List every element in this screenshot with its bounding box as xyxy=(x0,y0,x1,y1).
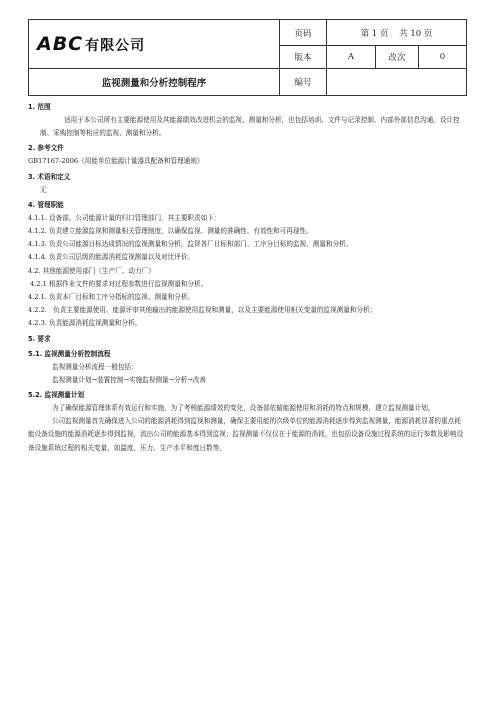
section-5-1-heading: 5.1. 监视测量分析控制流程 xyxy=(28,349,111,358)
item-4-1-4: 4.1.4. 负责公司层级的能源消耗监视测量以及对比评价。 xyxy=(28,253,195,262)
company-name-suffix: 有限公司 xyxy=(85,38,146,54)
item-4-2-1-b: 4.2.1. 负责本厂目标和工序分指标的监视、测量和分析。 xyxy=(28,293,195,302)
section-1-heading: 1. 范围 xyxy=(28,103,51,111)
item-4-2-2: 4.2.2. 负责主要能源使用、能源评审其他输出的能源使用监视和测量，以及主要能源使用相关变量的监视测量和分析； xyxy=(28,306,377,315)
section-5-2-text-a: 为了确保能源管理体系有效运行和实施，为了考核能源绩效的变化，设备部依循能源使用和消耗的特点和规模，建立监视测量计划。 xyxy=(52,404,435,413)
section-5-2-heading: 5.2. 监视测量计划 xyxy=(28,391,85,400)
item-4-2-1-a: 4.2.1 根据作业文件的要求对过程参数进行监视测量和分析。 xyxy=(28,279,208,288)
document-header-table xyxy=(28,19,467,96)
number-value xyxy=(327,69,467,96)
section-5-2-text-b: 公司监视测量首先确保进入公司的能源消耗得到监视和测量，确保主要用能的次级单位的能源消耗逐步得到监视测量，能源消耗显著的重点耗能设备设施的能源消耗逐步得到监视，流出公司的能源基本得到监视；监视测量不仅仅在于能源的消耗，也包括设备设施过程系统的运行参数及影响设备设施系统过程的相关变量，如温度、压力、生产水平和度日数等。 xyxy=(28,417,464,452)
revision-label: 改次 xyxy=(376,46,419,69)
page-label: 页码 xyxy=(280,20,327,46)
document-title: 监视测量和分析控制程序 xyxy=(29,69,280,96)
section-3-heading: 3. 术语和定义 xyxy=(28,172,71,181)
version-value: A xyxy=(327,46,376,69)
version-label: 版本 xyxy=(280,46,327,69)
item-4-1-1: 4.1.1. 设备部，公司能源计量的归口管理部门，其主要职责如下： xyxy=(28,213,221,222)
number-label: 编号 xyxy=(280,69,327,96)
company-logo: ABC xyxy=(37,33,84,55)
item-4-2-3: 4.2.3. 负责能源消耗监视测量和分析。 xyxy=(28,319,142,328)
revision-value: 0 xyxy=(419,46,467,69)
document-body xyxy=(28,99,466,455)
item-4-2: 4.2. 其他能源使用部门（生产厂、动力厂） xyxy=(28,266,155,275)
section-5-1-text-a: 监视测量分析流程一般包括： xyxy=(52,362,138,371)
section-1-text: 适用于本公司所有主要能源使用及其能源绩效改进机会的监视、测量和分析，也包括培训、文件与记录控制、内部外部信息沟通、设计控制、采购控制等相应的监视、测量和分析。 xyxy=(40,116,460,138)
section-2-text: GB17167-2006《用能单位能源计量器具配备和管理通则》 xyxy=(28,157,204,166)
section-4-heading: 4. 管理职能 xyxy=(28,200,64,209)
item-4-1-3: 4.1.3. 负责公司能源目标达成情况的监视测量和分析，监督各厂目标和部门、工序分目标的监视、测量和分析。 xyxy=(28,240,353,249)
item-4-1-2: 4.1.2. 负责建立能源监视和测量相关管理制度，以确保监视、测量的准确性、有效性和可再现性。 xyxy=(28,227,313,236)
section-5-heading: 5. 要求 xyxy=(28,334,51,343)
section-2-heading: 2. 参考文件 xyxy=(28,144,64,153)
section-3-text: 无 xyxy=(40,185,47,194)
section-5-1-text-b: 监视测量计划→装置控制→实施监视测量→分析→改善 xyxy=(52,375,206,384)
page-value: 第 1 页 共 10 页 xyxy=(327,20,467,46)
company-logo-cell xyxy=(29,20,280,69)
